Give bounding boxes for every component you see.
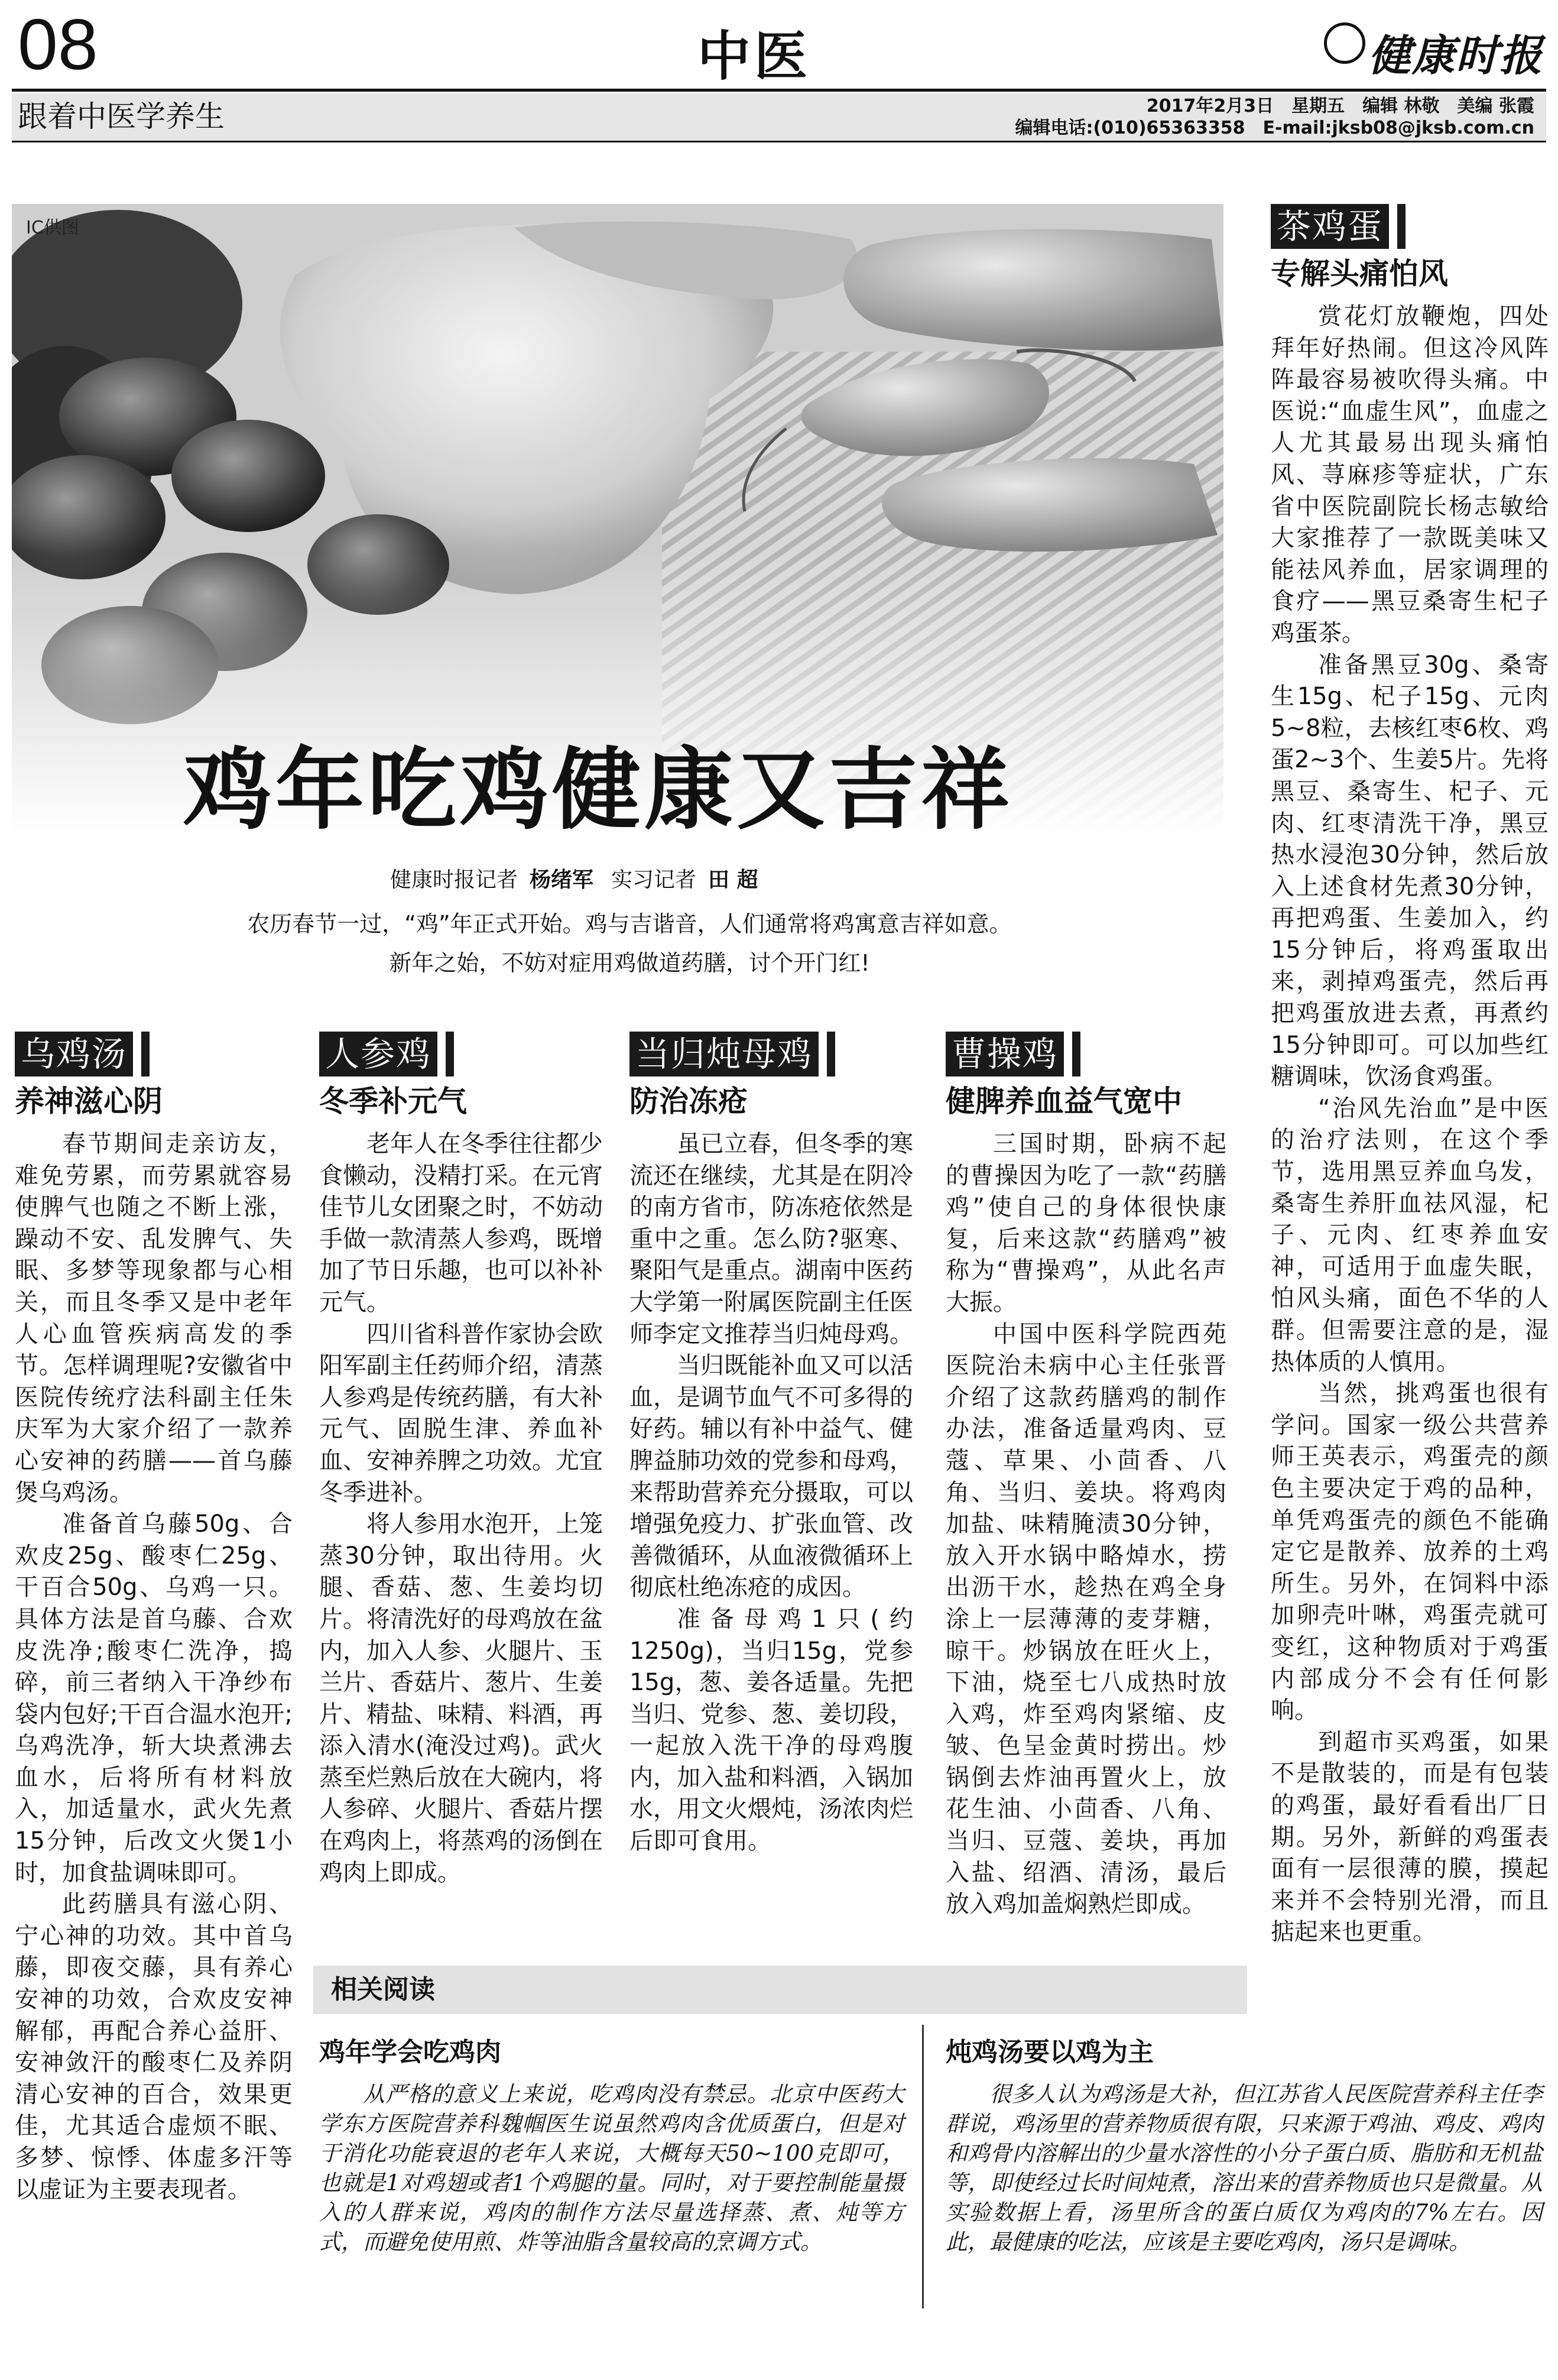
column-divider [922, 2025, 924, 2308]
photo-credit: IC供图 [26, 218, 79, 238]
paragraph: 四川省科普作家协会欧阳军副主任药师介绍，清蒸人参鸡是传统药膳，有大补元气、固脱生津、养血补血、安神养脾之功效。尤宜冬季进补。 [319, 1320, 603, 1506]
reporter-name: 杨绪军 [530, 868, 594, 892]
related-item-2 [946, 2034, 1543, 2257]
column-tag: 茶鸡蛋 [1271, 204, 1397, 249]
column-tag: 乌鸡汤 [15, 1032, 141, 1076]
related-paragraph: 很多人认为鸡汤是大补，但江苏省人民医院营养科主任李群说，鸡汤里的营养物质很有限，只来源于鸡油、鸡皮、鸡肉和鸡骨内溶解出的少量水溶性的小分子蛋白质、脂肪和无机盐等，即使经过长时间炖煮，溶出来的营养物质也只是微量。从实验数据上看，汤里所含的蛋白质仅为鸡肉的7%左右。因此，最健康的吃法，应该是主要吃鸡肉，汤只是调味。 [946, 2081, 1543, 2255]
column-renshen [319, 1032, 603, 1889]
byline-prefix: 健康时报记者 [390, 868, 518, 892]
paragraph: 到超市买鸡蛋，如果不是散装的，而是有包装的鸡蛋，最好看看出厂日期。另外，新鲜的鸡蛋表面有一层很薄的膜，摸起来并不会特别光滑，而且掂起来也更重。 [1271, 1728, 1549, 1946]
column-heading: 专解头痛怕风 [1271, 257, 1448, 291]
related-item-1 [319, 2034, 904, 2257]
article-lead [195, 904, 1064, 983]
column-chajidan [1271, 204, 1549, 1948]
column-danggui [629, 1032, 913, 1857]
paragraph: 将人参用水泡开，上笼蒸30分钟，取出待用。火腿、香菇、葱、生姜均切片。将清洗好的母鸡放在盆内，加入人参、火腿片、玉兰片、香菇片、葱片、生姜片、精盐、味精、料酒，再添入清水(淹没过鸡)。武火蒸至烂熟后放在大碗内，将人参碎、火腿片、香菇片摆在鸡肉上，将蒸鸡的汤倒在鸡肉上即成。 [319, 1510, 603, 1886]
paragraph: 当然，挑鸡蛋也很有学问。国家一级公共营养师王英表示，鸡蛋壳的颜色主要决定于鸡的品种，单凭鸡蛋壳的颜色不能确定它是散养、放养的土鸡所生。另外，在饲料中添加卵壳叶啉，鸡蛋壳就可变红，这种物质对于鸡蛋内部成分不会有任何影响。 [1271, 1380, 1549, 1724]
column-subtitle: 跟着中医学养生 [18, 99, 225, 134]
paragraph: “治风先治血”是中医的治疗法则，在这个季节，选用黑豆养血乌发，桑寄生养肝血祛风湿，杞子、元肉、红枣养血安神，可适用于血虚失眠，怕风头痛，面色不华的人群。但需要注意的是，湿热体质的人慎用。 [1271, 1094, 1549, 1376]
related-heading: 炖鸡汤要以鸡为主 [946, 2037, 1154, 2067]
contact-line: 编辑电话:(010)65363358 E-mail:jksb08@jksb.com.cn [1015, 118, 1534, 138]
header-rule [12, 89, 1546, 92]
column-heading: 防治冻疮 [629, 1084, 748, 1118]
paragraph: 春节期间走亲访友，难免劳累，而劳累就容易使脾气也随之不断上涨，躁动不安、乱发脾气、失眠、多梦等现象都与心相关，而且冬季又是中老年人心血管疾病高发的季节。怎样调理呢?安徽省中医院传统疗法科副主任朱庆军为大家介绍了一款养心安神的药膳——首乌藤煲乌鸡汤。 [15, 1130, 293, 1506]
paragraph: 赏花灯放鞭炮，四处拜年好热闹。但这冷风阵阵最容易被吹得头痛。中医说:“血虚生风”，血虚之人尤其最易出现头痛怕风、荨麻疹等症状，广东省中医院副院长杨志敏给大家推荐了一款既美味又能祛风养血，居家调理的食疗——黑豆桑寄生杞子鸡蛋茶。 [1271, 303, 1549, 647]
page-number: 08 [18, 4, 98, 85]
column-heading: 养神滋心阴 [15, 1084, 163, 1118]
article-headline: 鸡年吃鸡健康又吉祥 [183, 738, 1014, 842]
paragraph: 老年人在冬季往往都少食懒动，没精打采。在元宵佳节儿女团聚之时，不妨动手做一款清蒸人参鸡，既增加了节日乐趣，也可以补补元气。 [319, 1130, 603, 1316]
paragraph: 虽已立春，但冬季的寒流还在继续，尤其是在阴冷的南方省市，防冻疮依然是重中之重。怎么防?驱寒、聚阳气是重点。湖南中医药大学第一附属医院副主任医师李定文推荐当归炖母鸡。 [629, 1130, 913, 1348]
column-heading: 健脾养血益气宽中 [946, 1084, 1182, 1118]
paragraph: 准备黑豆30g、桑寄生15g、杞子15g、元肉5~8粒，去核红枣6枚、鸡蛋2~3个、生姜5片。先将黑豆、桑寄生、杞子、元肉、红枣清洗干净，黑豆热水浸泡30分钟，然后放入上述食材先煮30分钟，再把鸡蛋、生姜加入，约15分钟后，将鸡蛋取出来，剥掉鸡蛋壳，然后再把鸡蛋放进去煮，再煮约15分钟即可。可以加些红糖调味，饮汤食鸡蛋。 [1271, 651, 1549, 1091]
byline [390, 863, 776, 893]
column-tag: 曹操鸡 [946, 1032, 1072, 1076]
intern-prefix: 实习记者 [611, 868, 697, 892]
paragraph: 此药膳具有滋心阴、宁心神的功效。其中首乌藤，即夜交藤，具有养心安神的功效，合欢皮安神解郁，再配合养心益肝、安神敛汗的酸枣仁及养阴清心安神的百合，效果更佳，尤其适合虚烦不眠、多梦、惊悸、体虚多汗等以虚证为主要表现者。 [15, 1891, 293, 2203]
paragraph: 准备首乌藤50g、合欢皮25g、酸枣仁25g、干百合50g、乌鸡一只。具体方法是首乌藤、合欢皮洗净;酸枣仁洗净，捣碎，前三者纳入干净纱布袋内包好;干百合温水泡开;乌鸡洗净，斩大块煮沸去血水，后将所有材料放入，加适量水，武火先煮15分钟，后改文火煲1小时，加食盐调味即可。 [15, 1510, 293, 1886]
paragraph: 三国时期，卧病不起的曹操因为吃了一款“药膳鸡”使自己的身体很快康复，后来这款“药膳鸡”被称为“曹操鸡”，从此名声大振。 [946, 1130, 1226, 1316]
column-caocao [946, 1032, 1226, 1921]
paragraph: 准备母鸡1只(约1250g)，当归15g，党参15g，葱、姜各适量。先把当归、党参、葱、姜切段，一起放入洗干净的母鸡腹内，加入盐和料酒，入锅加水，用文火煨炖，汤浓肉烂后即可食用。 [629, 1605, 913, 1855]
lead-line-2: 新年之始，不妨对症用鸡做道药膳，讨个开门红! [389, 950, 870, 976]
paragraph: 当归既能补血又可以活血，是调节血气不可多得的好药。辅以有补中益气、健脾益肺功效的党参和母鸡，来帮助营养充分摄取，可以增强免疫力、扩张血管、改善微循环，从血液微循环上彻底杜绝冻疮的成因。 [629, 1352, 913, 1601]
column-wuji [15, 1032, 293, 2206]
related-reading-bar [313, 1966, 1247, 2014]
column-tag: 人参鸡 [319, 1032, 446, 1076]
paragraph: 中国中医科学院西苑医院治未病中心主任张晋介绍了这款药膳鸡的制作办法，准备适量鸡肉、豆蔻、草果、小茴香、八角、当归、姜块。将鸡肉加盐、味精腌渍30分钟，放入开水锅中略焯水，捞出沥干水，趁热在鸡全身涂上一层薄薄的麦芽糖，晾干。炒锅放在旺火上，下油，烧至七八成热时放入鸡，炸至鸡肉紧缩、皮皱、色呈金黄时捞出。炒锅倒去炸油再置火上，放花生油、小茴香、八角、当归、豆蔻、姜块，再加入盐、绍酒、清汤，最后放入鸡加盖焖熟烂即成。 [946, 1320, 1226, 1918]
column-heading: 冬季补元气 [319, 1084, 467, 1118]
section-title: 中医 [697, 25, 811, 87]
intern-name: 田 超 [708, 868, 758, 892]
related-heading: 鸡年学会吃鸡肉 [319, 2037, 501, 2067]
related-paragraph: 从严格的意义上来说，吃鸡肉没有禁忌。北京中医药大学东方医院营养科魏帼医生说虽然鸡肉含优质蛋白，但是对于消化功能衰退的老年人来说，大概每天50~100克即可，也就是1对鸡翅或者1个鸡腿的量。同时，对于要控制能量摄入的人群来说，鸡肉的制作方法尽量选择蒸、煮、炖等方式，而避免使用煎、炸等油脂含量较高的烹调方式。 [319, 2081, 904, 2255]
lead-line-1: 农历春节一过，“鸡”年正式开始。鸡与吉谐音，人们通常将鸡寓意吉祥如意。 [247, 911, 1012, 937]
header-rule-bottom [12, 141, 1546, 142]
date-editor-line: 2017年2月3日 星期五 编辑 林敬 美编 张霞 [1146, 96, 1534, 116]
column-tag: 当归炖母鸡 [629, 1032, 827, 1076]
related-reading-title: 相关阅读 [331, 1974, 435, 2005]
newspaper-brand [1321, 21, 1543, 83]
brand-text: 健康时报 [1368, 31, 1544, 80]
